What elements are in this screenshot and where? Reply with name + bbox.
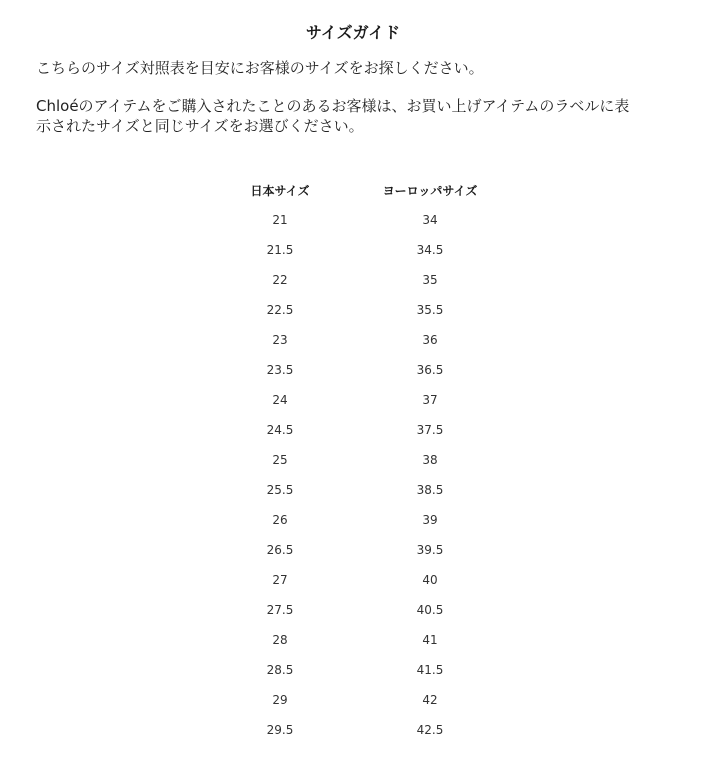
- table-row: [205, 415, 505, 445]
- europe-size-cell: 37: [422, 393, 438, 407]
- japan-size-cell: 27.5: [266, 603, 294, 617]
- header-europe-size: ヨーロッパサイズ: [382, 183, 478, 198]
- europe-size-cell: 39.5: [416, 543, 444, 557]
- japan-size-cell: 21.5: [266, 243, 294, 257]
- japan-size-cell: 25.5: [266, 483, 294, 497]
- japan-size-cell: 25: [272, 453, 288, 467]
- europe-size-cell: 40.5: [416, 603, 444, 617]
- table-row: [205, 385, 505, 415]
- europe-size-cell: 41.5: [416, 663, 444, 677]
- table-row: [205, 295, 505, 325]
- japan-size-cell: 28.5: [266, 663, 294, 677]
- japan-size-cell: 28: [272, 633, 288, 647]
- europe-size-cell: 36.5: [416, 363, 444, 377]
- table-row: [205, 325, 505, 355]
- table-row: [205, 475, 505, 505]
- japan-size-cell: 24: [272, 393, 288, 407]
- label-note-line-2: 示されたサイズと同じサイズをお選びください。: [36, 117, 364, 135]
- table-row: [205, 445, 505, 475]
- europe-size-cell: 42: [422, 693, 438, 707]
- table-row: [205, 625, 505, 655]
- europe-size-cell: 35: [422, 273, 438, 287]
- japan-size-cell: 24.5: [266, 423, 294, 437]
- size-conversion-table: [205, 175, 505, 745]
- europe-size-cell: 39: [422, 513, 438, 527]
- size-rows: [205, 205, 505, 745]
- europe-size-cell: 34.5: [416, 243, 444, 257]
- japan-size-cell: 21: [272, 213, 288, 227]
- europe-size-cell: 35.5: [416, 303, 444, 317]
- table-row: [205, 595, 505, 625]
- table-row: [205, 535, 505, 565]
- page-title: サイズガイド: [305, 23, 401, 42]
- table-row: [205, 655, 505, 685]
- japan-size-cell: 26.5: [266, 543, 294, 557]
- label-note-line-1: Chloéのアイテムをご購入されたことのあるお客様は、お買い上げアイテムのラベルに表: [36, 97, 630, 115]
- japan-size-cell: 23: [272, 333, 288, 347]
- table-row: [205, 355, 505, 385]
- label-note: [36, 96, 686, 136]
- table-row: [205, 565, 505, 595]
- japan-size-cell: 23.5: [266, 363, 294, 377]
- europe-size-cell: 38.5: [416, 483, 444, 497]
- europe-size-cell: 37.5: [416, 423, 444, 437]
- table-row: [205, 235, 505, 265]
- europe-size-cell: 38: [422, 453, 438, 467]
- intro-text: こちらのサイズ対照表を目安にお客様のサイズをお探しください。: [36, 59, 484, 77]
- table-row: [205, 505, 505, 535]
- japan-size-cell: 26: [272, 513, 288, 527]
- table-row: [205, 685, 505, 715]
- table-row: [205, 205, 505, 235]
- header-japan-size: 日本サイズ: [250, 183, 310, 198]
- japan-size-cell: 29.5: [266, 723, 294, 737]
- europe-size-cell: 36: [422, 333, 438, 347]
- table-row: [205, 265, 505, 295]
- japan-size-cell: 22: [272, 273, 288, 287]
- europe-size-cell: 34: [422, 213, 438, 227]
- table-row: [205, 715, 505, 745]
- table-header-row: [205, 175, 505, 205]
- japan-size-cell: 22.5: [266, 303, 294, 317]
- europe-size-cell: 40: [422, 573, 438, 587]
- europe-size-cell: 41: [422, 633, 438, 647]
- japan-size-cell: 29: [272, 693, 288, 707]
- europe-size-cell: 42.5: [416, 723, 444, 737]
- japan-size-cell: 27: [272, 573, 288, 587]
